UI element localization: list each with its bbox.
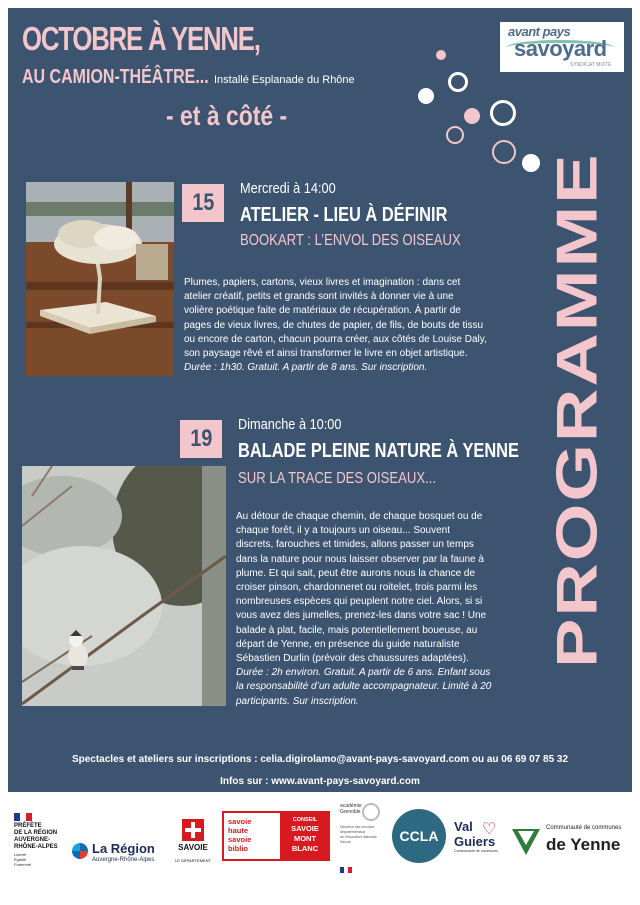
conseil-line: SAVOIE	[291, 824, 319, 833]
prefet-logo	[14, 813, 66, 883]
event-day: 19	[190, 425, 212, 452]
biblio-line: savoie	[228, 817, 252, 826]
conseil-line: BLANC	[291, 844, 319, 853]
academie-line: Savoie	[340, 840, 351, 844]
valguiers-text-1: Val	[454, 819, 473, 834]
academie-line: départementaux	[340, 830, 366, 834]
yenne-logo	[512, 825, 630, 871]
description-line: pages de vieux livres, de chutes de papier, de fils, de bouts de tissu	[184, 319, 484, 331]
bubble-dot	[490, 100, 516, 126]
event-date-badge	[180, 420, 222, 458]
description-line: vous avez des jumelles, prenez-les dans votre sac ! Une	[236, 610, 487, 622]
event-subtitle: BOOKART : L’ENVOL DES OISEAUX	[240, 232, 461, 249]
event-when: Dimanche à 10:00	[238, 416, 342, 433]
event-subtitle: SUR LA TRACE DES OISEAUX...	[238, 470, 437, 487]
ccla-logo	[392, 809, 446, 863]
prefet-line: DE LA RÉGION	[14, 830, 58, 836]
savoie-cross-icon	[182, 819, 204, 841]
description-line: Plumes, papiers, cartons, vieux livres et imagination : dans cet	[184, 277, 461, 288]
conseil-block	[280, 813, 330, 859]
description-line: volière poétique faite de matériaux de récupération. À partir de	[184, 305, 461, 317]
description-line: départ de Yenne, en présence du guide naturaliste	[236, 638, 460, 650]
event-details: Durée : 2h environ. Gratuit. A partir de 6 ans. Enfant sous	[236, 667, 491, 679]
ccla-text: CCLA	[399, 828, 439, 844]
prefet-motto: Égalité	[14, 857, 27, 862]
valguiers-text-2: Guiers	[454, 834, 496, 849]
bubble-dot	[464, 108, 480, 124]
bubble-dot	[418, 88, 434, 104]
academie-name: académie	[340, 803, 362, 809]
description-line: son paysage rêvé et ainsi transformer le livre en objet artistique.	[184, 348, 468, 360]
bubble-dot	[446, 126, 464, 144]
event-description	[236, 510, 526, 709]
description-line: Au détour de chaque chemin, de chaque bosquet ou de	[236, 511, 483, 522]
biblio-line: savoie	[228, 835, 252, 844]
description-line: discrets, farouches et timides, allons passer un temps	[236, 539, 474, 551]
bubble-dot	[492, 140, 516, 164]
yenne-name: de Yenne	[546, 835, 621, 854]
prefet-line: AUVERGNE-	[14, 837, 51, 843]
logo-text-main: savoyard	[514, 36, 607, 61]
marianne-flag-icon	[340, 867, 352, 873]
conseil-line: CONSEIL	[292, 817, 318, 823]
description-line: nombreuses espèces qui peuplent notre ciel. Alors, si si	[236, 596, 483, 608]
venue-note: Installé Esplanade du Rhône	[214, 74, 355, 86]
event-details: participants. Sur inscription.	[236, 695, 359, 707]
academie-city: Grenoble	[340, 809, 361, 815]
prefet-line: RHÔNE-ALPES	[14, 844, 58, 850]
prefet-motto: Fraternité	[14, 862, 32, 867]
bird-photo	[22, 466, 226, 706]
biblio-logo	[222, 811, 330, 861]
description-line: croiser pinson, chardonneret ou roitelet, trois parmi les	[236, 582, 478, 594]
description-line: plume. Et qui sait, peut être aurons nous la chance de	[236, 567, 476, 579]
heart-icon: ♡	[482, 821, 497, 838]
programme-vertical-title	[534, 153, 619, 668]
logo-text-sub: SYNDICAT MIXTE	[570, 62, 612, 68]
bubble-dot	[448, 72, 468, 92]
region-name: La Région	[92, 841, 155, 856]
event-title: BALADE PLEINE NATURE À YENNE	[238, 440, 519, 462]
event-details: Durée : 1h30. Gratuit. A partir de 8 ans. Sur inscription.	[184, 362, 428, 374]
bookart-photo	[26, 182, 174, 376]
description-line: chaque forêt, il y a toujours un oiseau... Souvent	[236, 525, 451, 537]
description-line: balade à plat, facile, mais potentiellement boueuse, au	[236, 624, 478, 636]
academie-logo	[340, 803, 386, 875]
academie-e-icon	[362, 803, 380, 821]
savoie-logo	[170, 819, 216, 869]
title-line-3: - et à côté -	[166, 100, 288, 131]
biblio-line: haute	[228, 826, 249, 835]
avant-pays-savoyard-logo	[500, 22, 624, 72]
title-line-1: OCTOBRE À YENNE,	[22, 20, 260, 57]
event-description	[184, 276, 544, 375]
academie-line: Direction des services	[340, 825, 375, 829]
partner-logos	[0, 795, 640, 905]
programme-vertical-text: PROGRAMME	[544, 152, 609, 668]
valguiers-sub: Communauté de communes	[454, 849, 498, 853]
logo-text-top: avant pays	[508, 24, 571, 39]
savoie-sub: LE DÉPARTEMENT	[175, 858, 211, 863]
marianne-flag-icon	[14, 813, 32, 821]
yenne-emblem-icon	[518, 831, 534, 845]
region-logo	[72, 841, 162, 871]
website-info: Infos sur : www.avant-pays-savoyard.com	[220, 776, 420, 787]
event-title: ATELIER - LIEU À DÉFINIR	[240, 204, 448, 226]
event-when: Mercredi à 14:00	[240, 180, 336, 197]
region-icon	[72, 843, 88, 859]
yenne-sub: Communauté de communes	[546, 825, 622, 831]
description-line: Sébastien Durlin (prévoir des chaussures adaptées).	[236, 653, 469, 665]
title-line-2: AU CAMION-THÉÂTRE...	[22, 66, 209, 88]
description-line: dans la nature pour nous laisser observer par la faune à	[236, 553, 484, 565]
event-details: la responsabilité d’un adulte accompagnateur. Limité à 20	[236, 681, 492, 693]
region-sub: Auvergne-Rhône-Alpes	[92, 857, 155, 863]
description-line: ou encore de carton, chacun pourra créer, aux côtés de Louise Daly,	[184, 333, 487, 345]
savoie-name: SAVOIE	[178, 843, 208, 852]
valguiers-logo	[454, 819, 508, 869]
prefet-motto: Liberté	[14, 852, 27, 857]
inscriptions-info: Spectacles et ateliers sur inscriptions : celia.digirolamo@avant-pays-savoyard.com ou au 06 69 07 85 32	[71, 754, 569, 765]
bubble-dot	[436, 50, 446, 60]
poster	[8, 8, 632, 792]
prefet-line: PRÉFÈTE	[14, 823, 42, 829]
bird-illustration	[22, 466, 226, 706]
conseil-line: MONT	[293, 834, 317, 843]
academie-line: de l’éducation nationale	[340, 835, 377, 839]
biblio-line: biblio	[228, 844, 248, 853]
bookart-illustration	[26, 182, 174, 376]
event-day: 15	[192, 189, 214, 216]
description-line: atelier créatif, petits et grands sont invités à donner vie à une	[184, 291, 454, 303]
event-date-badge	[182, 184, 224, 222]
